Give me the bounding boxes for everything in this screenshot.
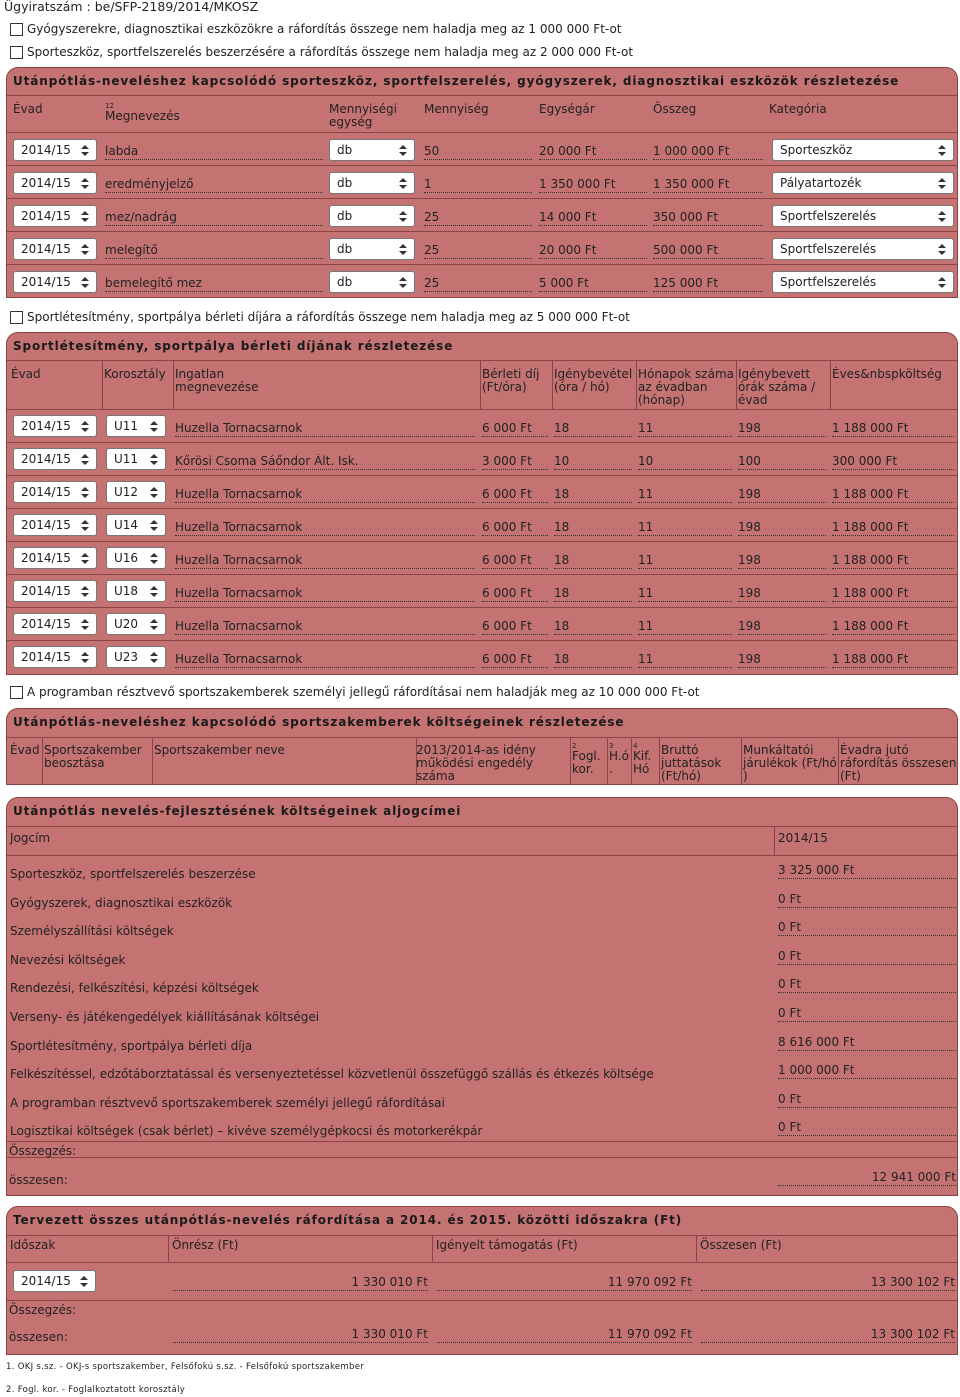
- col-header-months: 3 H.ó .: [609, 742, 629, 776]
- season-select[interactable]: 2014/15: [13, 205, 97, 227]
- item-name-field[interactable]: eredményjelző: [105, 177, 323, 193]
- unit-price-field[interactable]: 1 350 000 Ft: [539, 177, 647, 193]
- cost-category-label: Logisztikai költségek (csak bérlet) – kivéve személygépkocsi és motorkerékpár: [10, 1124, 483, 1139]
- age-group-select[interactable]: U23: [106, 646, 166, 668]
- annual-cost-field: 1 188 000 Ft: [832, 553, 954, 569]
- rent-field[interactable]: 6 000 Ft: [482, 487, 548, 503]
- item-name-field[interactable]: melegítő: [105, 243, 323, 259]
- unit-select[interactable]: db: [329, 238, 415, 260]
- usage-field[interactable]: 18: [554, 553, 632, 569]
- property-field[interactable]: Huzella Tornacsarnok: [175, 652, 475, 668]
- hours-field[interactable]: 198: [738, 421, 826, 437]
- cost-value-field: 0 Ft: [778, 1006, 956, 1022]
- category-select[interactable]: Sportfelszerelés: [772, 205, 954, 227]
- season-select[interactable]: 2014/15: [13, 238, 97, 260]
- checkbox-row-equipment[interactable]: [10, 45, 633, 59]
- months-field[interactable]: 11: [638, 487, 732, 503]
- age-group-select[interactable]: U20: [106, 613, 166, 635]
- footnote-2: 2. Fogl. kor. - Foglalkoztatott korosztály: [6, 1385, 186, 1395]
- hours-field[interactable]: 198: [738, 619, 826, 635]
- total-value[interactable]: 13 300 102 Ft: [701, 1275, 955, 1291]
- col-header-period: Időszak: [10, 1238, 56, 1252]
- rent-field[interactable]: 6 000 Ft: [482, 619, 548, 635]
- checkbox-label: Sportlétesítmény, sportpálya bérleti díjára a ráfordítás összege nem haladja meg az 5 000 000 Ft-ot: [27, 310, 630, 324]
- usage-field[interactable]: 10: [554, 454, 632, 470]
- season-select[interactable]: 2014/15: [13, 139, 97, 161]
- cost-value-field: 0 Ft: [778, 892, 956, 908]
- usage-field[interactable]: 18: [554, 520, 632, 536]
- rent-field[interactable]: 6 000 Ft: [482, 586, 548, 602]
- checkbox-label: Sporteszköz, sportfelszerelés beszerzésére a ráfordítás összege nem haladja meg az 2 000 000 Ft-ot: [27, 45, 634, 59]
- amount-field[interactable]: 350 000 Ft: [653, 210, 763, 226]
- months-field[interactable]: 10: [638, 454, 732, 470]
- property-field[interactable]: Huzella Tornacsarnok: [175, 421, 475, 437]
- cost-category-label: Sportlétesítmény, sportpálya bérleti díja: [10, 1038, 253, 1053]
- unit-select[interactable]: db: [329, 139, 415, 161]
- usage-field[interactable]: 18: [554, 652, 632, 668]
- case-number: Ügyiratszám : be/SFP-2189/2014/MKOSZ: [4, 0, 259, 14]
- amount-field[interactable]: 1 350 000 Ft: [653, 177, 763, 193]
- rent-field[interactable]: 6 000 Ft: [482, 421, 548, 437]
- col-header-evad: Évad: [10, 743, 40, 757]
- col-header-megnevezes: 12 Megnevezés: [105, 102, 180, 123]
- hours-field[interactable]: 100: [738, 454, 826, 470]
- rent-field[interactable]: 6 000 Ft: [482, 520, 548, 536]
- unit-price-field[interactable]: 20 000 Ft: [539, 243, 647, 259]
- cost-category-label: Gyógyszerek, diagnosztikai eszközök: [10, 895, 233, 910]
- section-title: Tervezett összes utánpótlás-nevelés ráfordítása a 2014. és 2015. közötti időszakra (Ft): [13, 1213, 683, 1227]
- col-header-category: Kategória: [769, 102, 827, 116]
- usage-field[interactable]: 18: [554, 421, 632, 437]
- checkbox[interactable]: [10, 311, 23, 324]
- hours-field[interactable]: 198: [738, 487, 826, 503]
- season-select[interactable]: 2014/15: [13, 481, 97, 503]
- cost-value-field: 0 Ft: [778, 1092, 956, 1108]
- annual-cost-field: 1 188 000 Ft: [832, 586, 954, 602]
- rent-field[interactable]: 3 000 Ft: [482, 454, 548, 470]
- usage-field[interactable]: 18: [554, 586, 632, 602]
- season-select[interactable]: 2014/15: [13, 514, 97, 536]
- property-field[interactable]: Huzella Tornacsarnok: [175, 619, 475, 635]
- season-select[interactable]: 2014/15: [13, 1270, 96, 1292]
- equipment-section: [6, 67, 958, 298]
- col-header-age-group: Korosztály: [104, 367, 166, 381]
- checkbox-row-medicine[interactable]: [10, 22, 622, 36]
- rent-field[interactable]: 6 000 Ft: [482, 652, 548, 668]
- checkbox-row-facility[interactable]: [10, 310, 630, 324]
- age-group-select[interactable]: U12: [106, 481, 166, 503]
- amount-field[interactable]: 1 000 000 Ft: [653, 144, 763, 160]
- property-field[interactable]: Huzella Tornacsarnok: [175, 520, 475, 536]
- unit-select[interactable]: db: [329, 271, 415, 293]
- checkbox-row-personnel[interactable]: [10, 685, 700, 699]
- age-group-select[interactable]: U18: [106, 580, 166, 602]
- season-select[interactable]: 2014/15: [13, 547, 97, 569]
- season-select[interactable]: 2014/15: [13, 448, 97, 470]
- months-field[interactable]: 11: [638, 520, 732, 536]
- col-header-evad: Évad: [11, 367, 41, 381]
- season-select[interactable]: 2014/15: [13, 415, 97, 437]
- col-header-requested: Igényelt támogatás (Ft): [436, 1238, 578, 1252]
- col-header-gross: Bruttó juttatások (Ft/hó): [661, 743, 722, 783]
- summary-label: Összegzés:: [9, 1144, 77, 1158]
- col-header-year: 2014/15: [778, 831, 828, 845]
- item-name-field[interactable]: labda: [105, 144, 323, 160]
- months-field[interactable]: 11: [638, 652, 732, 668]
- annual-cost-field: 1 188 000 Ft: [832, 487, 954, 503]
- cost-value-field: 0 Ft: [778, 1120, 956, 1136]
- cost-category-label: Rendezési, felkészítési, képzési költségek: [10, 981, 259, 996]
- property-field[interactable]: Huzella Tornacsarnok: [175, 586, 475, 602]
- section-title: Utánpótlás nevelés-fejlesztésének költségeinek aljogcímei: [13, 804, 462, 818]
- cost-total-row: [6, 1158, 958, 1196]
- category-select[interactable]: Sporteszköz: [772, 139, 954, 161]
- cost-subtitles-section: [6, 797, 958, 1158]
- col-header-property: Ingatlan megnevezése: [175, 367, 259, 394]
- months-field[interactable]: 11: [638, 421, 732, 437]
- summary-label: Összegzés:: [9, 1303, 77, 1317]
- col-header-age-group: 2 Fogl. kor.: [572, 742, 601, 776]
- annual-cost-field: 1 188 000 Ft: [832, 520, 954, 536]
- season-select[interactable]: 2014/15: [13, 172, 97, 194]
- col-header-usage: Igénybevétel (óra / hó): [554, 367, 633, 394]
- annual-cost-field: 300 000 Ft: [832, 454, 954, 470]
- total-value: 12 941 000 Ft: [778, 1170, 956, 1186]
- col-header-license: 2013/2014-as idény működési engedély száma: [416, 743, 536, 783]
- planned-total-section: [6, 1206, 958, 1355]
- quantity-field[interactable]: 50: [424, 144, 532, 160]
- col-header-total: Összesen (Ft): [700, 1238, 782, 1252]
- unit-price-field[interactable]: 14 000 Ft: [539, 210, 647, 226]
- quantity-field[interactable]: 25: [424, 210, 532, 226]
- annual-cost-field: 1 188 000 Ft: [832, 652, 954, 668]
- total-label: összesen:: [9, 1330, 68, 1344]
- age-group-select[interactable]: U11: [106, 448, 166, 470]
- season-select[interactable]: 2014/15: [13, 271, 97, 293]
- hours-field[interactable]: 198: [738, 586, 826, 602]
- age-group-select[interactable]: U16: [106, 547, 166, 569]
- annual-cost-field: 1 188 000 Ft: [832, 421, 954, 437]
- col-header-evad: Évad: [13, 102, 43, 116]
- item-name-field[interactable]: bemelegítő mez: [105, 276, 323, 292]
- hours-field[interactable]: 198: [738, 652, 826, 668]
- quantity-field[interactable]: 25: [424, 243, 532, 259]
- checkbox-label: Gyógyszerekre, diagnosztikai eszközökre a ráfordítás összege nem haladja meg az 1 000 000 Ft-ot: [27, 22, 622, 36]
- checkbox[interactable]: [10, 23, 23, 36]
- grand-total: 13 300 102 Ft: [701, 1327, 955, 1343]
- hours-field[interactable]: 198: [738, 520, 826, 536]
- checkbox-label: A programban résztvevő sportszakemberek személyi jellegű ráfordításai nem haladják meg az 10 000 000 Ft-ot: [27, 685, 700, 699]
- col-header-hours: Igénybevett órák száma / évad: [738, 367, 816, 407]
- amount-field[interactable]: 125 000 Ft: [653, 276, 763, 292]
- cost-category-label: Személyszállítási költségek: [10, 924, 174, 939]
- unit-select[interactable]: db: [329, 172, 415, 194]
- cost-value-field: 3 325 000 Ft: [778, 863, 956, 879]
- col-header-rent: Bérleti díj (Ft/óra): [482, 367, 540, 394]
- cost-category-label: A programban résztvevő sportszakemberek személyi jellegű ráfordításai: [10, 1095, 445, 1110]
- col-header-quantity: Mennyiség: [424, 102, 489, 116]
- hours-field[interactable]: 198: [738, 553, 826, 569]
- footnote-1: 1. OKJ s.sz. - OKJ-s sportszakember, Felsőfokú s.sz. - Felsőfokú sportszakember: [6, 1362, 365, 1372]
- cost-category-label: Sporteszköz, sportfelszerelés beszerzése: [10, 867, 256, 881]
- cost-value-field: 1 000 000 Ft: [778, 1063, 956, 1079]
- col-header-own-share: Önrész (Ft): [172, 1238, 239, 1252]
- quantity-field[interactable]: 25: [424, 276, 532, 292]
- col-header-amount: Összeg: [653, 102, 697, 116]
- property-field[interactable]: Huzella Tornacsarnok: [175, 487, 475, 503]
- col-header-unit-price: Egységár: [539, 102, 595, 116]
- annual-cost-field: 1 188 000 Ft: [832, 619, 954, 635]
- section-title: Sportlétesítmény, sportpálya bérleti díjának részletezése: [13, 339, 454, 353]
- cost-value-field: 0 Ft: [778, 920, 956, 936]
- col-header-unit: Mennyiségi egység: [329, 102, 397, 129]
- col-header-annual-cost: Éves&nbspköltség: [832, 367, 942, 381]
- property-field[interactable]: Kőrösi Csoma Sáőndor Ált. Isk.: [175, 454, 475, 470]
- cost-value-field: 0 Ft: [778, 977, 956, 993]
- col-header-season-total: Évadra jutó ráfordítás összesen (Ft): [840, 743, 957, 783]
- usage-field[interactable]: 18: [554, 487, 632, 503]
- property-field[interactable]: Huzella Tornacsarnok: [175, 553, 475, 569]
- col-header-position: Sportszakember beosztása: [44, 743, 142, 770]
- cost-category-label: Verseny- és játékengedélyek kiállításának költségei: [10, 1010, 320, 1024]
- col-header-paid-months: 4 Kif. Hó: [633, 742, 652, 776]
- unit-select[interactable]: db: [329, 205, 415, 227]
- total-label: összesen:: [9, 1173, 68, 1187]
- col-header-name: Sportszakember neve: [154, 743, 285, 757]
- season-select[interactable]: 2014/15: [13, 646, 97, 668]
- cost-value-field: 8 616 000 Ft: [778, 1035, 956, 1051]
- section-title: Utánpótlás-neveléshez kapcsolódó sportszakemberek költségeinek részletezése: [13, 715, 625, 729]
- checkbox[interactable]: [10, 686, 23, 699]
- staff-costs-section: [6, 708, 958, 785]
- section-title: Utánpótlás-neveléshez kapcsolódó sporteszköz, sportfelszerelés, gyógyszerek, diagnosztikai eszközök részletezése: [13, 74, 900, 88]
- checkbox[interactable]: [10, 46, 23, 59]
- cost-category-label: Nevezési költségek: [10, 952, 126, 967]
- cost-value-field: 0 Ft: [778, 949, 956, 965]
- usage-field[interactable]: 18: [554, 619, 632, 635]
- season-select[interactable]: 2014/15: [13, 613, 97, 635]
- age-group-select[interactable]: U14: [106, 514, 166, 536]
- quantity-field[interactable]: 1: [424, 177, 532, 193]
- unit-price-field[interactable]: 20 000 Ft: [539, 144, 647, 160]
- own-share-value[interactable]: 1 330 010 Ft: [173, 1275, 428, 1291]
- amount-field[interactable]: 500 000 Ft: [653, 243, 763, 259]
- category-select[interactable]: Sportfelszerelés: [772, 238, 954, 260]
- requested-value[interactable]: 11 970 092 Ft: [437, 1275, 692, 1291]
- months-field[interactable]: 11: [638, 586, 732, 602]
- col-header-months: Hónapok száma az évadban (hónap): [638, 367, 734, 407]
- months-field[interactable]: 11: [638, 619, 732, 635]
- rent-field[interactable]: 6 000 Ft: [482, 553, 548, 569]
- facility-rental-section: [6, 332, 958, 675]
- season-select[interactable]: 2014/15: [13, 580, 97, 602]
- total-own-share: 1 330 010 Ft: [173, 1327, 428, 1343]
- age-group-select[interactable]: U11: [106, 415, 166, 437]
- col-header-employer: Munkáltatói járulékok (Ft/hó ): [743, 743, 837, 783]
- col-header-jogcim: Jogcím: [10, 831, 51, 845]
- cost-category-label: Felkészítéssel, edzőtáborztatással és versenyeztetéssel közvetlenül összefüggő szállás és étkezés költsége: [10, 1067, 654, 1082]
- total-requested: 11 970 092 Ft: [437, 1327, 692, 1343]
- item-name-field[interactable]: mez/nadrág: [105, 210, 323, 226]
- category-select[interactable]: Sportfelszerelés: [772, 271, 954, 293]
- category-select[interactable]: Pályatartozék: [772, 172, 954, 194]
- unit-price-field[interactable]: 5 000 Ft: [539, 276, 647, 292]
- months-field[interactable]: 11: [638, 553, 732, 569]
